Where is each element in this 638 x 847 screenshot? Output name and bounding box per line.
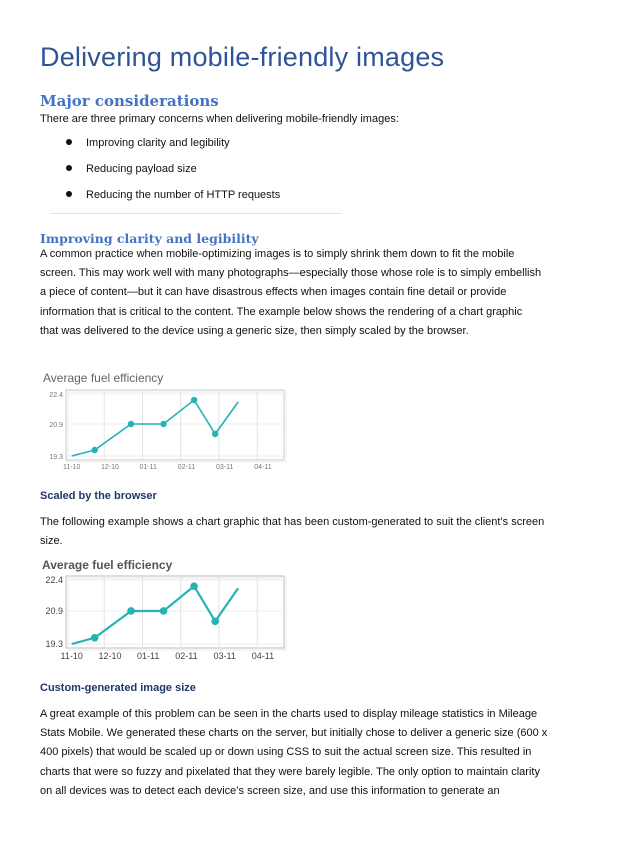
y-tick-label: 22.4 — [49, 392, 63, 399]
bullet-item — [66, 189, 280, 201]
x-tick-label: 04-11 — [251, 651, 275, 661]
data-point — [128, 421, 134, 427]
bullet-dot — [66, 165, 72, 171]
bullet-text: Reducing payload size — [86, 163, 197, 175]
paragraph-line: information that is critical to the content. The example below shows the rendering of a chart graphic — [40, 305, 523, 318]
data-point — [211, 617, 219, 625]
x-tick-label: 12-10 — [98, 651, 122, 661]
caption-scaled: Scaled by the browser — [40, 490, 157, 502]
paragraph-line: 400 pixels) that would be scaled up or down using CSS to suit the actual screen size. This resulted in — [40, 746, 532, 759]
fuel-efficiency-chart-custom — [40, 556, 292, 662]
x-tick-label: 11-10 — [63, 464, 81, 471]
data-point — [190, 582, 198, 590]
bullet-dot — [66, 139, 72, 145]
data-point — [91, 634, 99, 642]
caption-custom: Custom-generated image size — [40, 682, 196, 694]
section-heading-clarity: Improving clarity and legibility — [40, 231, 259, 246]
divider — [50, 213, 342, 214]
x-tick-label: 01-11 — [139, 464, 157, 471]
x-tick-label: 12-10 — [101, 464, 119, 471]
page-title: Delivering mobile-friendly images — [40, 42, 445, 72]
x-tick-label: 02-11 — [175, 651, 198, 661]
section1-paragraph — [40, 245, 600, 341]
bullet-text: Improving clarity and legibility — [86, 137, 230, 149]
bullet-text: Reducing the number of HTTP requests — [86, 189, 281, 201]
bullet-dot — [66, 191, 72, 197]
y-tick-label: 20.9 — [49, 422, 63, 429]
chart-title: Average fuel efficiency — [43, 371, 164, 385]
bullet-item — [66, 137, 230, 149]
major-considerations-heading: Major considerations — [40, 92, 219, 110]
paragraph-line: Stats Mobile. We generated these charts on the server, but initially chose to deliver a generic size (600 x — [40, 727, 548, 740]
x-tick-label: 03-11 — [213, 651, 236, 661]
x-tick-label: 11-10 — [60, 651, 83, 661]
y-tick-label: 20.9 — [45, 605, 63, 616]
intro-text: There are three primary concerns when delivering mobile-friendly images: — [40, 113, 399, 125]
y-tick-label: 22.4 — [45, 575, 63, 585]
paragraph-line: screen. This may work well with many photographs—especially those whose role is to simply embellish — [40, 267, 542, 280]
x-tick-label: 03-11 — [216, 464, 234, 471]
plot-area — [66, 576, 284, 648]
y-tick-label: 19.3 — [49, 454, 63, 461]
data-point — [191, 397, 197, 403]
data-point — [127, 607, 135, 615]
data-point — [212, 431, 218, 437]
paragraph-line: The following example shows a chart graphic that has been custom-generated to suit the client’s screen — [40, 516, 545, 528]
fuel-efficiency-chart-scaled — [40, 368, 290, 473]
paragraph-line: charts that were so fuzzy and pixelated that they were barely legible. The only option to maintain clarity — [40, 765, 540, 778]
paragraph-line: A common practice when mobile-optimizing images is to simply shrink them down to fit the mobile — [40, 248, 515, 260]
data-point — [160, 607, 168, 615]
paragraph-line: size. — [40, 535, 63, 548]
x-tick-label: 01-11 — [137, 651, 160, 661]
paragraph-3 — [40, 705, 600, 801]
paragraph-2 — [40, 513, 600, 551]
x-tick-label: 04-11 — [254, 464, 272, 471]
chart-title: Average fuel efficiency — [42, 558, 173, 572]
paragraph-line: a piece of content—but it can have disastrous effects when images contain fine detail or provide — [40, 286, 507, 299]
data-point — [91, 447, 97, 453]
paragraph-line: A great example of this problem can be seen in the charts used to display mileage statistics in Mileage — [40, 708, 538, 720]
paragraph-line: on all devices was to detect each device’s screen size, and use this information to generate an — [40, 784, 500, 797]
data-point — [160, 421, 166, 427]
paragraph-line: that was delivered to the device using a generic size, then simply scaled by the browser. — [40, 324, 469, 337]
plot-area — [66, 390, 284, 460]
bullet-item — [66, 163, 197, 175]
y-tick-label: 19.3 — [45, 639, 63, 649]
x-tick-label: 02-11 — [177, 464, 196, 471]
